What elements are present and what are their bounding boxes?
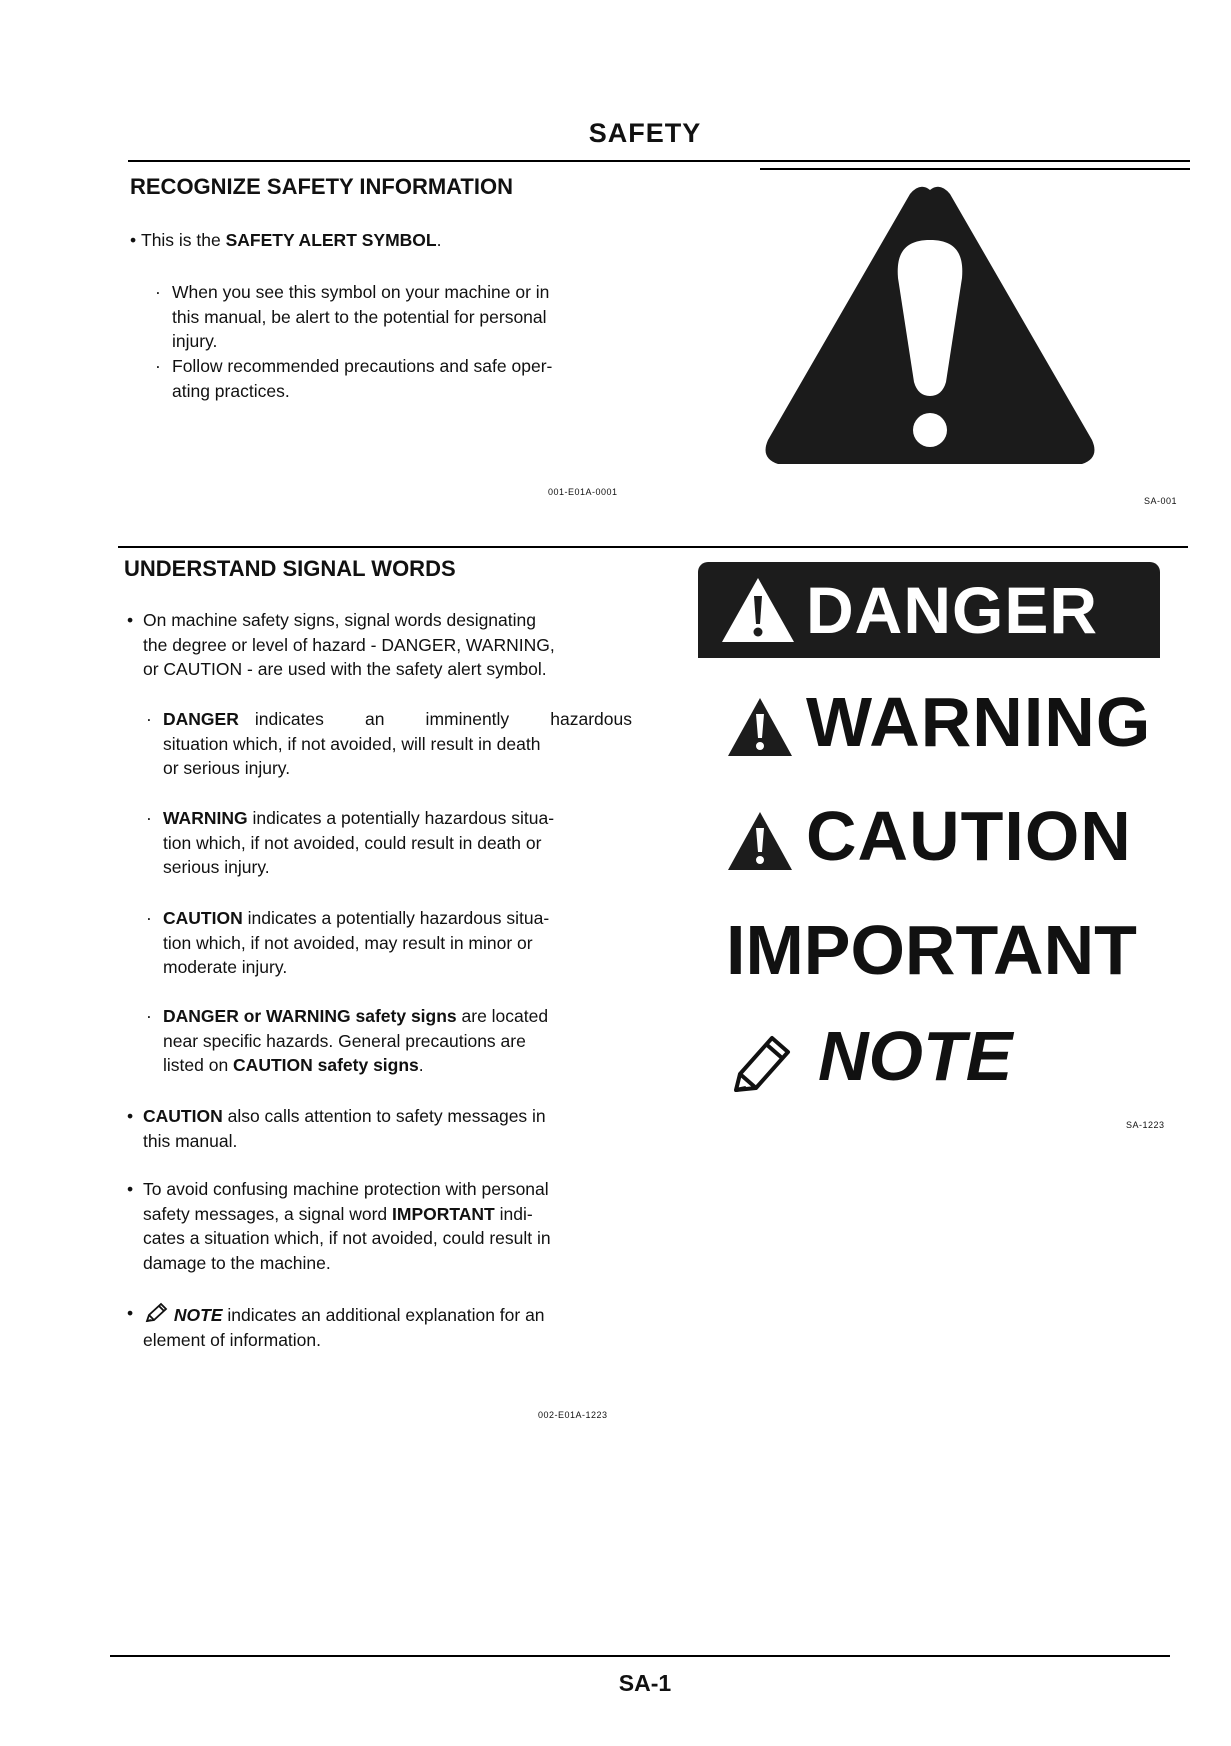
danger-signal-word: DANGER xyxy=(806,573,1099,647)
bullet-dot: • xyxy=(127,610,134,630)
section1-intro: • This is the SAFETY ALERT SYMBOL. xyxy=(130,230,442,250)
section1-sub1: · When you see this symbol on your machine or in this manual, be alert to the potential for personal injury. xyxy=(155,282,550,351)
section-heading-recognize: RECOGNIZE SAFETY INFORMATION xyxy=(130,174,513,199)
bullet-dot: • xyxy=(127,1179,134,1199)
figure-code-sa1223: SA-1223 xyxy=(1126,1120,1165,1130)
sub-bullet: · xyxy=(155,356,161,376)
sub-bullet: · xyxy=(146,908,152,928)
bullet-dot: • xyxy=(127,1106,134,1126)
caution-definition: · CAUTION indicates a potentially hazardous situa- tion which, if not avoided, may result in minor or moderate injury. xyxy=(146,908,550,977)
alert-triangle-icon xyxy=(726,696,794,758)
section-heading-signal-words: UNDERSTAND SIGNAL WORDS xyxy=(124,556,456,581)
header-rule xyxy=(128,160,1190,162)
sub-bullet: · xyxy=(146,709,152,729)
bullet-dot: • xyxy=(130,230,141,250)
sub-bullet: · xyxy=(146,1006,152,1026)
danger-definition: · DANGER indicates an imminently hazardous situation which, if not avoided, will result in death or serious injury. xyxy=(146,709,632,778)
section2-p1: • On machine safety signs, signal words designating the degree or level of hazard - DANGER, WARNING, or CAUTION - are used with the safety alert symbol. xyxy=(127,610,555,679)
page-title: SAFETY xyxy=(588,118,702,148)
alert-triangle-icon xyxy=(726,810,794,872)
alert-triangle-icon xyxy=(720,576,796,644)
section2-p4: • NOTE indicates an additional explanation for an element of information. xyxy=(127,1303,545,1350)
warning-signal-word: WARNING xyxy=(806,683,1152,761)
page-number: SA-1 xyxy=(618,1670,672,1696)
safety-signs-definition: · DANGER or WARNING safety signs are located near specific hazards. General precautions are listed on CAUTION safety signs. xyxy=(146,1006,549,1075)
pencil-icon xyxy=(728,1030,796,1096)
bullet-dot: • xyxy=(127,1303,134,1323)
danger-sign xyxy=(698,562,1160,658)
safety-alert-symbol-icon xyxy=(760,182,1100,474)
note-signal-word: NOTE xyxy=(818,1017,1013,1095)
footer-rule xyxy=(110,1655,1170,1657)
figure-code-sa001: SA-001 xyxy=(1144,496,1178,506)
sub-bullet: · xyxy=(155,282,161,302)
header-rule-secondary xyxy=(760,168,1190,170)
section1-code: 001-E01A-0001 xyxy=(548,487,618,497)
important-signal-word: IMPORTANT xyxy=(726,911,1137,989)
caution-signal-word: CAUTION xyxy=(806,797,1132,875)
section1-sub2: · Follow recommended precautions and safe oper- ating practices. xyxy=(155,356,553,401)
pencil-icon xyxy=(143,1301,169,1325)
section2-code: 002-E01A-1223 xyxy=(538,1410,608,1420)
warning-definition: · WARNING indicates a potentially hazardous situa- tion which, if not avoided, could result in death or serious injury. xyxy=(146,808,555,877)
sub-bullet: · xyxy=(146,808,152,828)
section-divider xyxy=(118,546,1188,548)
section2-p3: • To avoid confusing machine protection with personal safety messages, a signal word IMPORTANT indi- cates a situation which, if not avoided, could result in damage to the machine. xyxy=(127,1179,551,1273)
section2-p2: • CAUTION also calls attention to safety messages in this manual. xyxy=(127,1106,546,1151)
